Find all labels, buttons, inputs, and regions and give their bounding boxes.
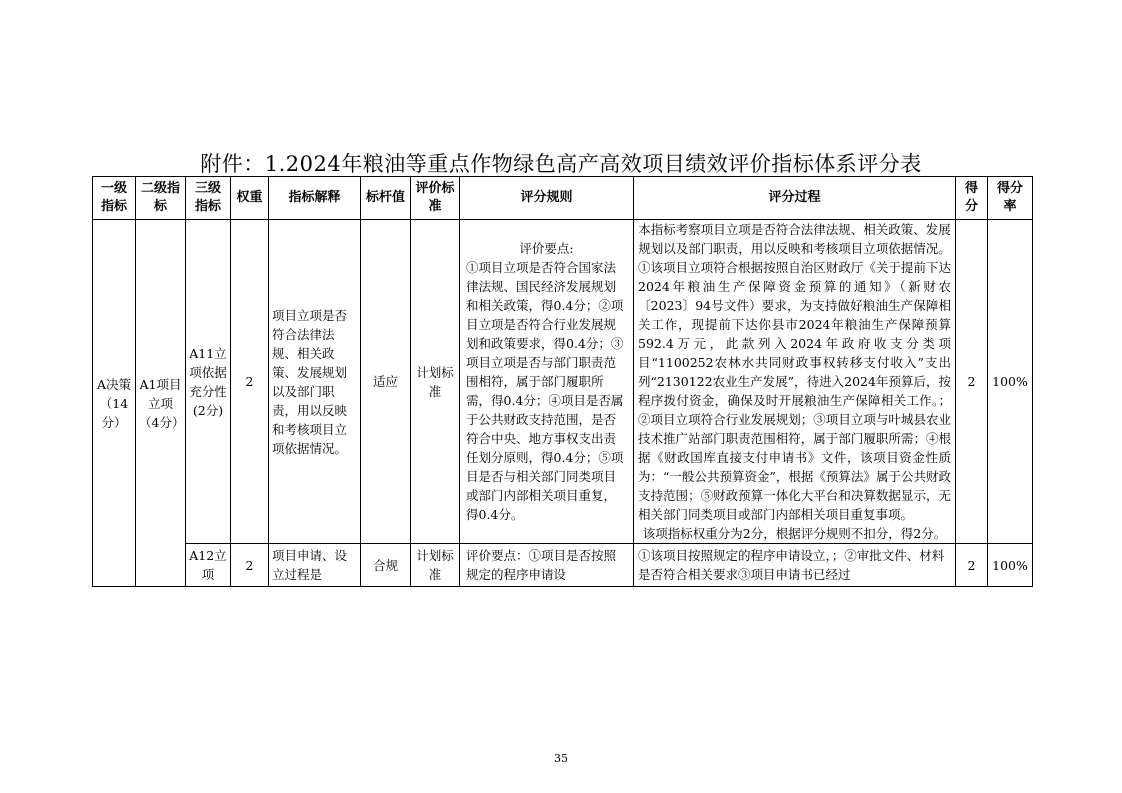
header-explain: 指标解释 xyxy=(269,177,361,220)
header-score: 得分 xyxy=(956,177,988,220)
header-weight: 权重 xyxy=(231,177,269,220)
explain-cell: 项目申请、设立过程是 xyxy=(269,544,361,587)
rules-item: ④项目是否属于公共财政支持范围，是否符合中央、地方事权支出责任划分原则，得0.4分； xyxy=(466,393,624,465)
process-intro: 本指标考察项目立项是否符合法律法规、相关政策、发展规划以及部门职责，用以反映和考核项目立项依据情况。 xyxy=(638,222,951,256)
rules-head: 评价要点: xyxy=(519,241,574,256)
process-body: ①该项目立项符合根据按照自治区财政厅《关于提前下达2024年粮油生产保障资金预算的通知》（新财农〔2023〕94号文件）要求，为支持做好粮油生产保障相关工作，现提前下达你县市2024年粮油生产保障预算592.4万元，此款列入2024年政府收支分类项目“1100252农林水共同财政事权转移支付收入”支出列“2130122农业生产发展”，待进入2024年预算后，按程序拨付资金，确保及时开展粮油生产保障相关工作。；②项目立项符合行业发展规划；③项目立项与叶城县农业技术推广站部门职责范围相符，属于部门履职所需；④根据《财政国库直接支付申请书》文件，该项目资金性质为：“一般公共预算资金”，根据《预算法》属于公共财政支持范围；⑤财政预算一体化大平台和决算数据显示，无相关部门同类项目或部门内部相关项目重复事项。 xyxy=(638,260,951,522)
header-benchmark: 标杆值 xyxy=(361,177,411,220)
standard-cell: 计划标准 xyxy=(411,220,460,544)
explain-cell: 项目立项是否符合法律法规、相关政策、发展规划以及部门职责，用以反映和考核项目立项依据情况。 xyxy=(269,220,361,544)
score-cell: 2 xyxy=(956,220,988,544)
document-title: 附件：1.2024年粮油等重点作物绿色高产高效项目绩效评价指标体系评分表 xyxy=(200,152,922,176)
rules-cell: 评价要点：①项目是否按照规定的程序申请设 xyxy=(460,544,634,587)
level3-cell: A12立项 xyxy=(186,544,231,587)
benchmark-cell: 适应 xyxy=(361,220,411,544)
weight-cell: 2 xyxy=(231,220,269,544)
rate-cell: 100% xyxy=(988,220,1033,544)
header-rate: 得分率 xyxy=(988,177,1033,220)
rate-cell: 100% xyxy=(988,544,1033,587)
rules-item: ⑤项目是否与相关部门同类项目或部门内部相关项目重复，得0.4分。 xyxy=(466,450,624,522)
rules-item: ②项目立项是否符合行业发展规划和政策要求，得0.4分； xyxy=(466,298,624,351)
level3-cell: A11立项依据充分性(2分) xyxy=(186,220,231,544)
standard-cell: 计划标准 xyxy=(411,544,460,587)
header-level3: 三级指标 xyxy=(186,177,231,220)
page-number: 35 xyxy=(554,752,568,765)
header-rules: 评分规则 xyxy=(460,177,634,220)
process-cell: ①该项目按照规定的程序申请设立，；②审批文件、材料是否符合相关要求③项目申请书已经过 xyxy=(634,544,956,587)
process-conclusion: 该项指标权重分为2分，根据评分规则不扣分，得2分。 xyxy=(642,526,947,541)
header-row xyxy=(93,177,1033,220)
level1-cell: A决策（14分） xyxy=(93,220,136,587)
process-cell xyxy=(634,220,956,544)
level2-cell: A1项目立项（4分） xyxy=(136,220,186,587)
rules-cell xyxy=(460,220,634,544)
table-row xyxy=(93,544,1033,587)
header-standard: 评价标准 xyxy=(411,177,460,220)
rules-item: ③项目立项是否与部门职责范围相符，属于部门履职所需，得0.4分； xyxy=(466,336,624,408)
weight-cell: 2 xyxy=(231,544,269,587)
header-level1: 一级指标 xyxy=(93,177,136,220)
evaluation-table xyxy=(92,176,1033,587)
header-process: 评分过程 xyxy=(634,177,956,220)
header-level2: 二级指标 xyxy=(136,177,186,220)
table-row xyxy=(93,220,1033,544)
rules-item: ①项目立项是否符合国家法律法规、国民经济发展规划和相关政策，得0.4分； xyxy=(466,260,617,313)
benchmark-cell: 合规 xyxy=(361,544,411,587)
score-cell: 2 xyxy=(956,544,988,587)
